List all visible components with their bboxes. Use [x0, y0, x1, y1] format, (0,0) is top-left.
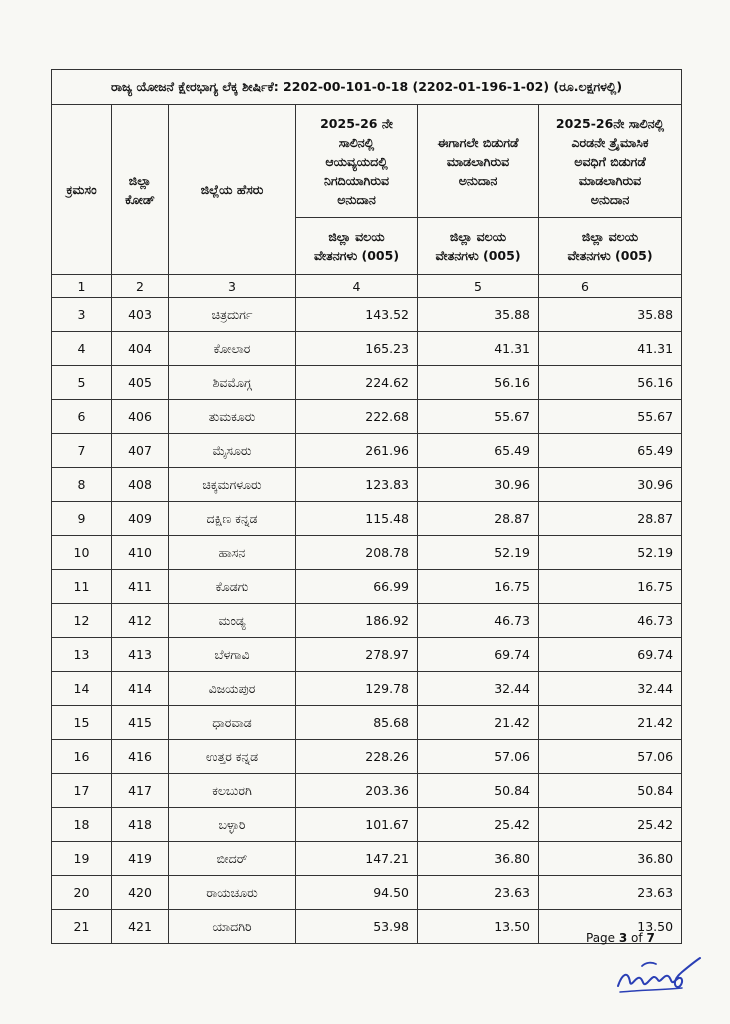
subheader-col5-line1: ಜಿಲ್ಲಾ ವಲಯ — [449, 229, 507, 244]
header-col6-line3: ಅವಧಿಗೆ ಬಿಡುಗಡೆ — [574, 153, 646, 169]
district-name-cell: ಶಿವಮೊಗ್ಗ — [169, 366, 296, 400]
q2-release-cell: 69.74 — [539, 638, 682, 672]
district-name-cell: ಧಾರವಾಡ — [169, 706, 296, 740]
header-budget-allocation — [296, 105, 418, 218]
sl-number-cell: 19 — [52, 842, 112, 876]
released-cell: 13.50 — [418, 910, 539, 944]
allocation-cell: 143.52 — [296, 298, 418, 332]
sl-number-cell: 13 — [52, 638, 112, 672]
allocation-table — [51, 69, 682, 944]
sl-number-cell: 3 — [52, 298, 112, 332]
header-col6-line2: ಎರಡನೇ ತ್ರೈಮಾಸಿಕ — [571, 134, 649, 150]
district-code-cell: 418 — [112, 808, 169, 842]
allocation-cell: 222.68 — [296, 400, 418, 434]
header-col6-line4: ಮಾಡಲಾಗಿರುವ — [578, 172, 642, 188]
q2-release-cell: 46.73 — [539, 604, 682, 638]
district-code-cell: 419 — [112, 842, 169, 876]
released-cell: 16.75 — [418, 570, 539, 604]
q2-release-cell: 25.42 — [539, 808, 682, 842]
column-number: 4 — [296, 275, 418, 298]
sl-number-cell: 21 — [52, 910, 112, 944]
district-name-cell: ಯಾದಗಿರಿ — [169, 910, 296, 944]
allocation-cell: 208.78 — [296, 536, 418, 570]
q2-release-cell: 56.16 — [539, 366, 682, 400]
page-number — [586, 931, 655, 945]
allocation-cell: 129.78 — [296, 672, 418, 706]
subheader-col5 — [418, 218, 539, 275]
subheader-col5-line2: ವೇತನಗಳು (005) — [435, 248, 521, 263]
table-title: ರಾಜ್ಯ ಯೋಜನೆ ಕ್ಷೇರಭಾಗ್ಯ ಲೆಕ್ಕ ಶೀರ್ಷಿಕೆ: 2202-00-101-0-18 (2202-01-196-1-02) (ರೂ.ಲಕ್ಷಗಳಲ್ಲಿ) — [52, 70, 682, 105]
q2-release-cell: 13.50 — [539, 910, 682, 944]
allocation-cell: 101.67 — [296, 808, 418, 842]
table-row — [52, 298, 682, 332]
q2-release-cell: 30.96 — [539, 468, 682, 502]
header-col4-line1: 2025-26 ನೇ — [320, 115, 393, 131]
page-prefix: Page — [586, 931, 619, 945]
district-name-cell: ಮೈಸೂರು — [169, 434, 296, 468]
district-code-cell: 414 — [112, 672, 169, 706]
district-name-cell: ವಿಜಯಪುರ — [169, 672, 296, 706]
district-name-cell: ಹಾಸನ — [169, 536, 296, 570]
q2-release-cell: 32.44 — [539, 672, 682, 706]
sl-number-cell: 15 — [52, 706, 112, 740]
released-cell: 23.63 — [418, 876, 539, 910]
sl-number-cell: 10 — [52, 536, 112, 570]
district-code-cell: 417 — [112, 774, 169, 808]
column-number: 6 — [539, 275, 682, 298]
released-cell: 32.44 — [418, 672, 539, 706]
subheader-col4-line2: ವೇತನಗಳು (005) — [313, 248, 400, 263]
sl-number-cell: 6 — [52, 400, 112, 434]
allocation-cell: 85.68 — [296, 706, 418, 740]
header-sl-no: ಕ್ರಮಸಂ — [52, 105, 112, 275]
district-name-cell: ಉತ್ತರ ಕನ್ನಡ — [169, 740, 296, 774]
allocation-cell: 66.99 — [296, 570, 418, 604]
header-col4-line3: ಆಯವ್ಯಯದಲ್ಲಿ — [325, 153, 388, 169]
released-cell: 41.31 — [418, 332, 539, 366]
column-number: 1 — [52, 275, 112, 298]
column-number: 3 — [169, 275, 296, 298]
page-total: 7 — [646, 931, 655, 945]
table-row — [52, 604, 682, 638]
column-number-row — [52, 275, 682, 298]
released-cell: 56.16 — [418, 366, 539, 400]
district-code-cell: 411 — [112, 570, 169, 604]
header-col5-line3: ಅನುದಾನ — [458, 172, 498, 188]
table-row — [52, 468, 682, 502]
district-name-cell: ಕೋಲಾರ — [169, 332, 296, 366]
handwritten-signature-icon — [612, 952, 702, 996]
table-row — [52, 400, 682, 434]
released-cell: 46.73 — [418, 604, 539, 638]
released-cell: 25.42 — [418, 808, 539, 842]
q2-release-cell: 28.87 — [539, 502, 682, 536]
allocation-cell: 278.97 — [296, 638, 418, 672]
sl-number-cell: 14 — [52, 672, 112, 706]
sl-number-cell: 18 — [52, 808, 112, 842]
page-middle: of — [627, 931, 647, 945]
q2-release-cell: 36.80 — [539, 842, 682, 876]
released-cell: 57.06 — [418, 740, 539, 774]
district-code-cell: 407 — [112, 434, 169, 468]
district-name-cell: ಮಂಡ್ಯ — [169, 604, 296, 638]
table-row — [52, 332, 682, 366]
table-row — [52, 740, 682, 774]
q2-release-cell: 52.19 — [539, 536, 682, 570]
sl-number-cell: 4 — [52, 332, 112, 366]
q2-release-cell: 57.06 — [539, 740, 682, 774]
table-row — [52, 638, 682, 672]
district-code-cell: 416 — [112, 740, 169, 774]
table-body — [52, 298, 682, 944]
released-cell: 52.19 — [418, 536, 539, 570]
district-name-cell: ದಕ್ಷಿಣ ಕನ್ನಡ — [169, 502, 296, 536]
released-cell: 21.42 — [418, 706, 539, 740]
district-code-cell: 413 — [112, 638, 169, 672]
released-cell: 69.74 — [418, 638, 539, 672]
released-cell: 50.84 — [418, 774, 539, 808]
table-row — [52, 808, 682, 842]
header-col5-line1: ಈಗಾಗಲೇ ಬಿಡುಗಡೆ — [437, 134, 519, 150]
district-code-cell: 403 — [112, 298, 169, 332]
allocation-cell: 94.50 — [296, 876, 418, 910]
q2-release-cell: 16.75 — [539, 570, 682, 604]
district-name-cell: ಕೊಡಗು — [169, 570, 296, 604]
header-col6-line1: 2025-26ನೇ ಸಾಲಿನಲ್ಲಿ — [555, 115, 665, 131]
header-row-main — [52, 105, 682, 218]
header-already-released — [418, 105, 539, 218]
district-code-cell: 405 — [112, 366, 169, 400]
district-name-cell: ಚಿಕ್ಕಮಗಳೂರು — [169, 468, 296, 502]
released-cell: 28.87 — [418, 502, 539, 536]
header-col4-line5: ಅನುದಾನ — [337, 191, 376, 207]
table-title-row — [52, 70, 682, 105]
header-col6-line5: ಅನುದಾನ — [590, 191, 630, 207]
subheader-col6 — [539, 218, 682, 275]
column-number: 5 — [418, 275, 539, 298]
allocation-cell: 186.92 — [296, 604, 418, 638]
sl-number-cell: 11 — [52, 570, 112, 604]
subheader-col4-line1: ಜಿಲ್ಲಾ ವಲಯ — [328, 229, 385, 244]
header-col4-line2: ಸಾಲಿನಲ್ಲಿ — [338, 134, 375, 150]
header-second-quarter-release — [539, 105, 682, 218]
district-code-cell: 415 — [112, 706, 169, 740]
header-code-line2: ಕೋಡ್ — [125, 191, 155, 207]
header-col5-line2: ಮಾಡಲಾಗಿರುವ — [446, 153, 510, 169]
district-name-cell: ಬೀದರ್ — [169, 842, 296, 876]
q2-release-cell: 55.67 — [539, 400, 682, 434]
released-cell: 36.80 — [418, 842, 539, 876]
sl-number-cell: 16 — [52, 740, 112, 774]
q2-release-cell: 50.84 — [539, 774, 682, 808]
sl-number-cell: 20 — [52, 876, 112, 910]
table-row — [52, 502, 682, 536]
district-name-cell: ಬೆಳಗಾವಿ — [169, 638, 296, 672]
table-row — [52, 536, 682, 570]
header-col4-line4: ನಿಗದಿಯಾಗಿರುವ — [323, 172, 390, 188]
sl-number-cell: 17 — [52, 774, 112, 808]
allocation-cell: 53.98 — [296, 910, 418, 944]
sl-number-cell: 5 — [52, 366, 112, 400]
district-code-cell: 408 — [112, 468, 169, 502]
subheader-col6-line2: ವೇತನಗಳು (005) — [567, 248, 653, 263]
allocation-cell: 261.96 — [296, 434, 418, 468]
district-code-cell: 420 — [112, 876, 169, 910]
district-name-cell: ರಾಯಚೂರು — [169, 876, 296, 910]
table-row — [52, 672, 682, 706]
allocation-cell: 224.62 — [296, 366, 418, 400]
header-district-code — [112, 105, 169, 275]
allocation-cell: 147.21 — [296, 842, 418, 876]
page-current: 3 — [618, 931, 628, 945]
district-name-cell: ತುಮಕೂರು — [169, 400, 296, 434]
district-code-cell: 409 — [112, 502, 169, 536]
district-name-cell: ಕಲಬುರಗಿ — [169, 774, 296, 808]
q2-release-cell: 41.31 — [539, 332, 682, 366]
sl-number-cell: 12 — [52, 604, 112, 638]
allocation-cell: 228.26 — [296, 740, 418, 774]
subheader-col4 — [296, 218, 418, 275]
q2-release-cell: 35.88 — [539, 298, 682, 332]
district-code-cell: 406 — [112, 400, 169, 434]
table-row — [52, 876, 682, 910]
table-row — [52, 774, 682, 808]
table-row — [52, 842, 682, 876]
subheader-col6-line1: ಜಿಲ್ಲಾ ವಲಯ — [581, 229, 639, 244]
table-row — [52, 570, 682, 604]
column-number: 2 — [112, 275, 169, 298]
sl-number-cell: 7 — [52, 434, 112, 468]
district-name-cell: ಬಳ್ಳಾರಿ — [169, 808, 296, 842]
table-row — [52, 434, 682, 468]
allocation-cell: 203.36 — [296, 774, 418, 808]
sl-number-cell: 9 — [52, 502, 112, 536]
district-code-cell: 404 — [112, 332, 169, 366]
allocation-cell: 123.83 — [296, 468, 418, 502]
district-name-cell: ಚಿತ್ರದುರ್ಗ — [169, 298, 296, 332]
table-row — [52, 366, 682, 400]
header-district-name: ಜಿಲ್ಲೆಯ ಹೆಸರು — [169, 105, 296, 275]
q2-release-cell: 23.63 — [539, 876, 682, 910]
allocation-cell: 115.48 — [296, 502, 418, 536]
released-cell: 30.96 — [418, 468, 539, 502]
q2-release-cell: 65.49 — [539, 434, 682, 468]
district-code-cell: 410 — [112, 536, 169, 570]
district-code-cell: 412 — [112, 604, 169, 638]
allocation-cell: 165.23 — [296, 332, 418, 366]
header-code-line1: ಜಿಲ್ಲಾ — [128, 172, 152, 188]
released-cell: 35.88 — [418, 298, 539, 332]
released-cell: 55.67 — [418, 400, 539, 434]
released-cell: 65.49 — [418, 434, 539, 468]
district-code-cell: 421 — [112, 910, 169, 944]
table-row — [52, 706, 682, 740]
sl-number-cell: 8 — [52, 468, 112, 502]
q2-release-cell: 21.42 — [539, 706, 682, 740]
